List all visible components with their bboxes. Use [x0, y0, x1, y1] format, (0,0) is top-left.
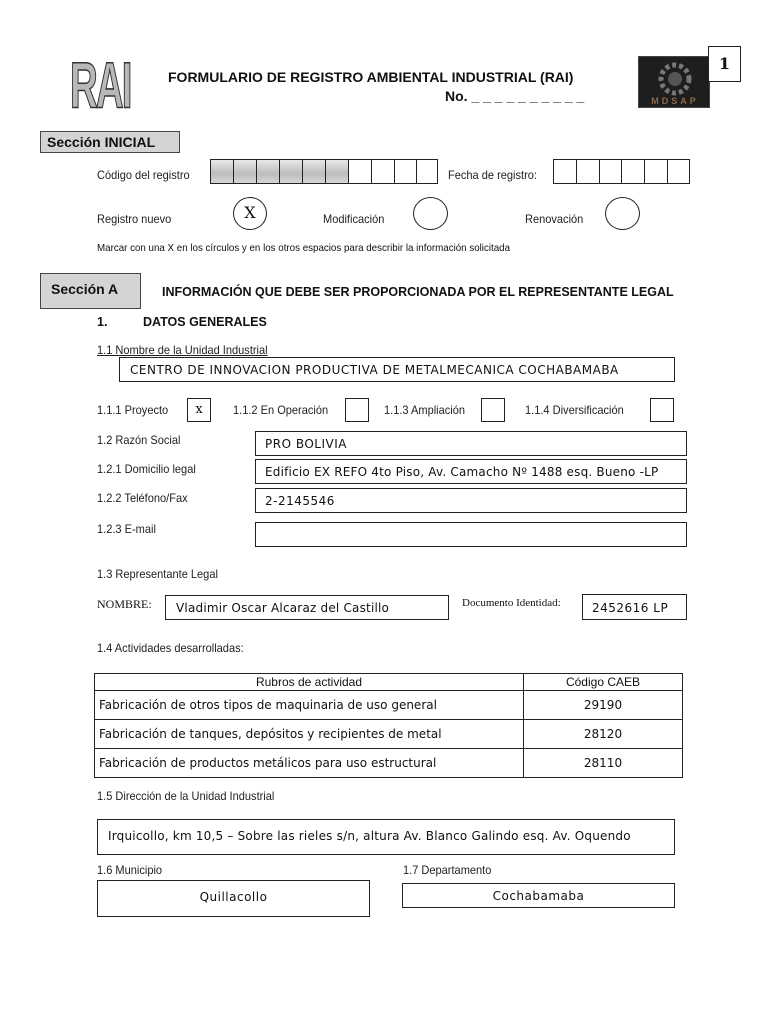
rubro-cell: Fabricación de productos metálicos para uso estructural — [95, 749, 524, 778]
razon-social-label: 1.2 Razón Social — [97, 433, 181, 447]
rai-logo: RAI — [70, 49, 131, 123]
modificacion-label: Modificación — [323, 212, 385, 226]
direccion-field[interactable] — [97, 819, 675, 855]
instruction-text: Marcar con una X en los círculos y en los otros espacios para describir la información solicitada — [97, 242, 511, 254]
codigo-cell: 28120 — [524, 720, 683, 749]
codigo-cell: 29190 — [524, 691, 683, 720]
operacion-checkbox[interactable] — [345, 398, 369, 422]
proyecto-mark: x — [195, 402, 203, 417]
table-header-codigo: Código CAEB — [524, 674, 683, 691]
renovacion-circle[interactable] — [605, 197, 640, 230]
codigo-cell: 28110 — [524, 749, 683, 778]
seccion-inicial-title: Sección INICIAL — [47, 134, 156, 150]
nombre-value: Vladimir Oscar Alcaraz del Castillo — [176, 601, 390, 615]
datos-generales-heading: DATOS GENERALES — [143, 315, 267, 329]
proyecto-checkbox[interactable] — [187, 398, 211, 422]
documento-value: 2452616 LP — [592, 601, 669, 615]
razon-social-field[interactable] — [255, 431, 687, 456]
page-number-box — [708, 46, 741, 82]
form-number: No. _ _ _ _ _ _ _ _ _ _ — [445, 88, 585, 104]
seccion-inicial-header — [40, 131, 180, 153]
telefono-value: 2-2145546 — [265, 494, 335, 508]
departamento-field[interactable] — [402, 883, 675, 908]
telefono-field[interactable] — [255, 488, 687, 513]
municipio-label: 1.6 Municipio — [97, 863, 163, 877]
municipio-value: Quillacollo — [199, 890, 268, 904]
proyecto-label: 1.1.1 Proyecto — [97, 403, 169, 417]
fecha-registro-label: Fecha de registro: — [448, 168, 537, 182]
razon-social-value: PRO BOLIVIA — [265, 437, 347, 451]
representante-label: 1.3 Representante Legal — [97, 567, 218, 581]
registro-nuevo-circle[interactable] — [233, 197, 267, 230]
telefono-label: 1.2.2 Teléfono/Fax — [97, 491, 188, 505]
email-field[interactable] — [255, 522, 687, 547]
direccion-label: 1.5 Dirección de la Unidad Industrial — [97, 789, 275, 803]
rubro-cell: Fabricación de otros tipos de maquinaria de uso general — [95, 691, 524, 720]
departamento-label: 1.7 Departamento — [403, 863, 492, 877]
departamento-value: Cochabamaba — [492, 889, 585, 903]
documento-label: Documento Identidad: — [462, 597, 561, 609]
diversificacion-checkbox[interactable] — [650, 398, 674, 422]
operacion-label: 1.1.2 En Operación — [233, 403, 329, 417]
nombre-unidad-field[interactable] — [119, 357, 675, 382]
table-row — [95, 691, 683, 720]
modificacion-circle[interactable] — [413, 197, 448, 230]
codigo-registro-label: Código del registro — [97, 168, 190, 182]
nombre-unidad-label: 1.1 Nombre de la Unidad Industrial — [97, 343, 268, 357]
domicilio-label: 1.2.1 Domicilio legal — [97, 462, 196, 476]
table-row — [95, 720, 683, 749]
nombre-unidad-value: CENTRO DE INNOVACION PRODUCTIVA DE METALMECANICA COCHABAMABA — [130, 363, 619, 377]
diversificacion-label: 1.1.4 Diversificación — [525, 403, 624, 417]
seccion-a-heading: INFORMACIÓN QUE DEBE SER PROPORCIONADA POR EL REPRESENTANTE LEGAL — [162, 285, 674, 299]
codigo-registro-boxes[interactable] — [210, 159, 438, 184]
seccion-a-title: Sección A — [51, 281, 119, 297]
page-number: 1 — [718, 54, 731, 73]
fecha-registro-boxes[interactable] — [553, 159, 690, 184]
emblem-caption: MDSAP — [651, 96, 699, 106]
seccion-a-header — [40, 273, 141, 309]
datos-generales-number: 1. — [97, 315, 108, 329]
ampliacion-checkbox[interactable] — [481, 398, 505, 422]
form-title: FORMULARIO DE REGISTRO AMBIENTAL INDUSTRIAL (RAI) — [168, 69, 574, 85]
actividades-label: 1.4 Actividades desarrolladas: — [97, 641, 244, 655]
nombre-field[interactable] — [165, 595, 449, 620]
ampliacion-label: 1.1.3 Ampliación — [384, 403, 466, 417]
ministry-emblem — [638, 56, 710, 108]
domicilio-field[interactable] — [255, 459, 687, 484]
domicilio-value: Edificio EX REFO 4to Piso, Av. Camacho Nº 1488 esq. Bueno -LP — [265, 465, 659, 479]
municipio-field[interactable] — [97, 880, 370, 917]
table-header-row — [95, 674, 683, 691]
rubro-cell: Fabricación de tanques, depósitos y recipientes de metal — [95, 720, 524, 749]
registro-nuevo-label: Registro nuevo — [97, 212, 172, 226]
direccion-value: Irquicollo, km 10,5 – Sobre las rieles s/n, altura Av. Blanco Galindo esq. Av. Oquendo — [108, 829, 631, 843]
email-label: 1.2.3 E-mail — [97, 522, 156, 536]
actividades-table — [94, 673, 683, 778]
nombre-label: NOMBRE: — [97, 597, 152, 611]
table-row — [95, 749, 683, 778]
documento-field[interactable] — [582, 594, 687, 620]
renovacion-label: Renovación — [525, 212, 584, 226]
registro-nuevo-mark: X — [244, 203, 256, 222]
table-header-rubro: Rubros de actividad — [95, 674, 524, 691]
